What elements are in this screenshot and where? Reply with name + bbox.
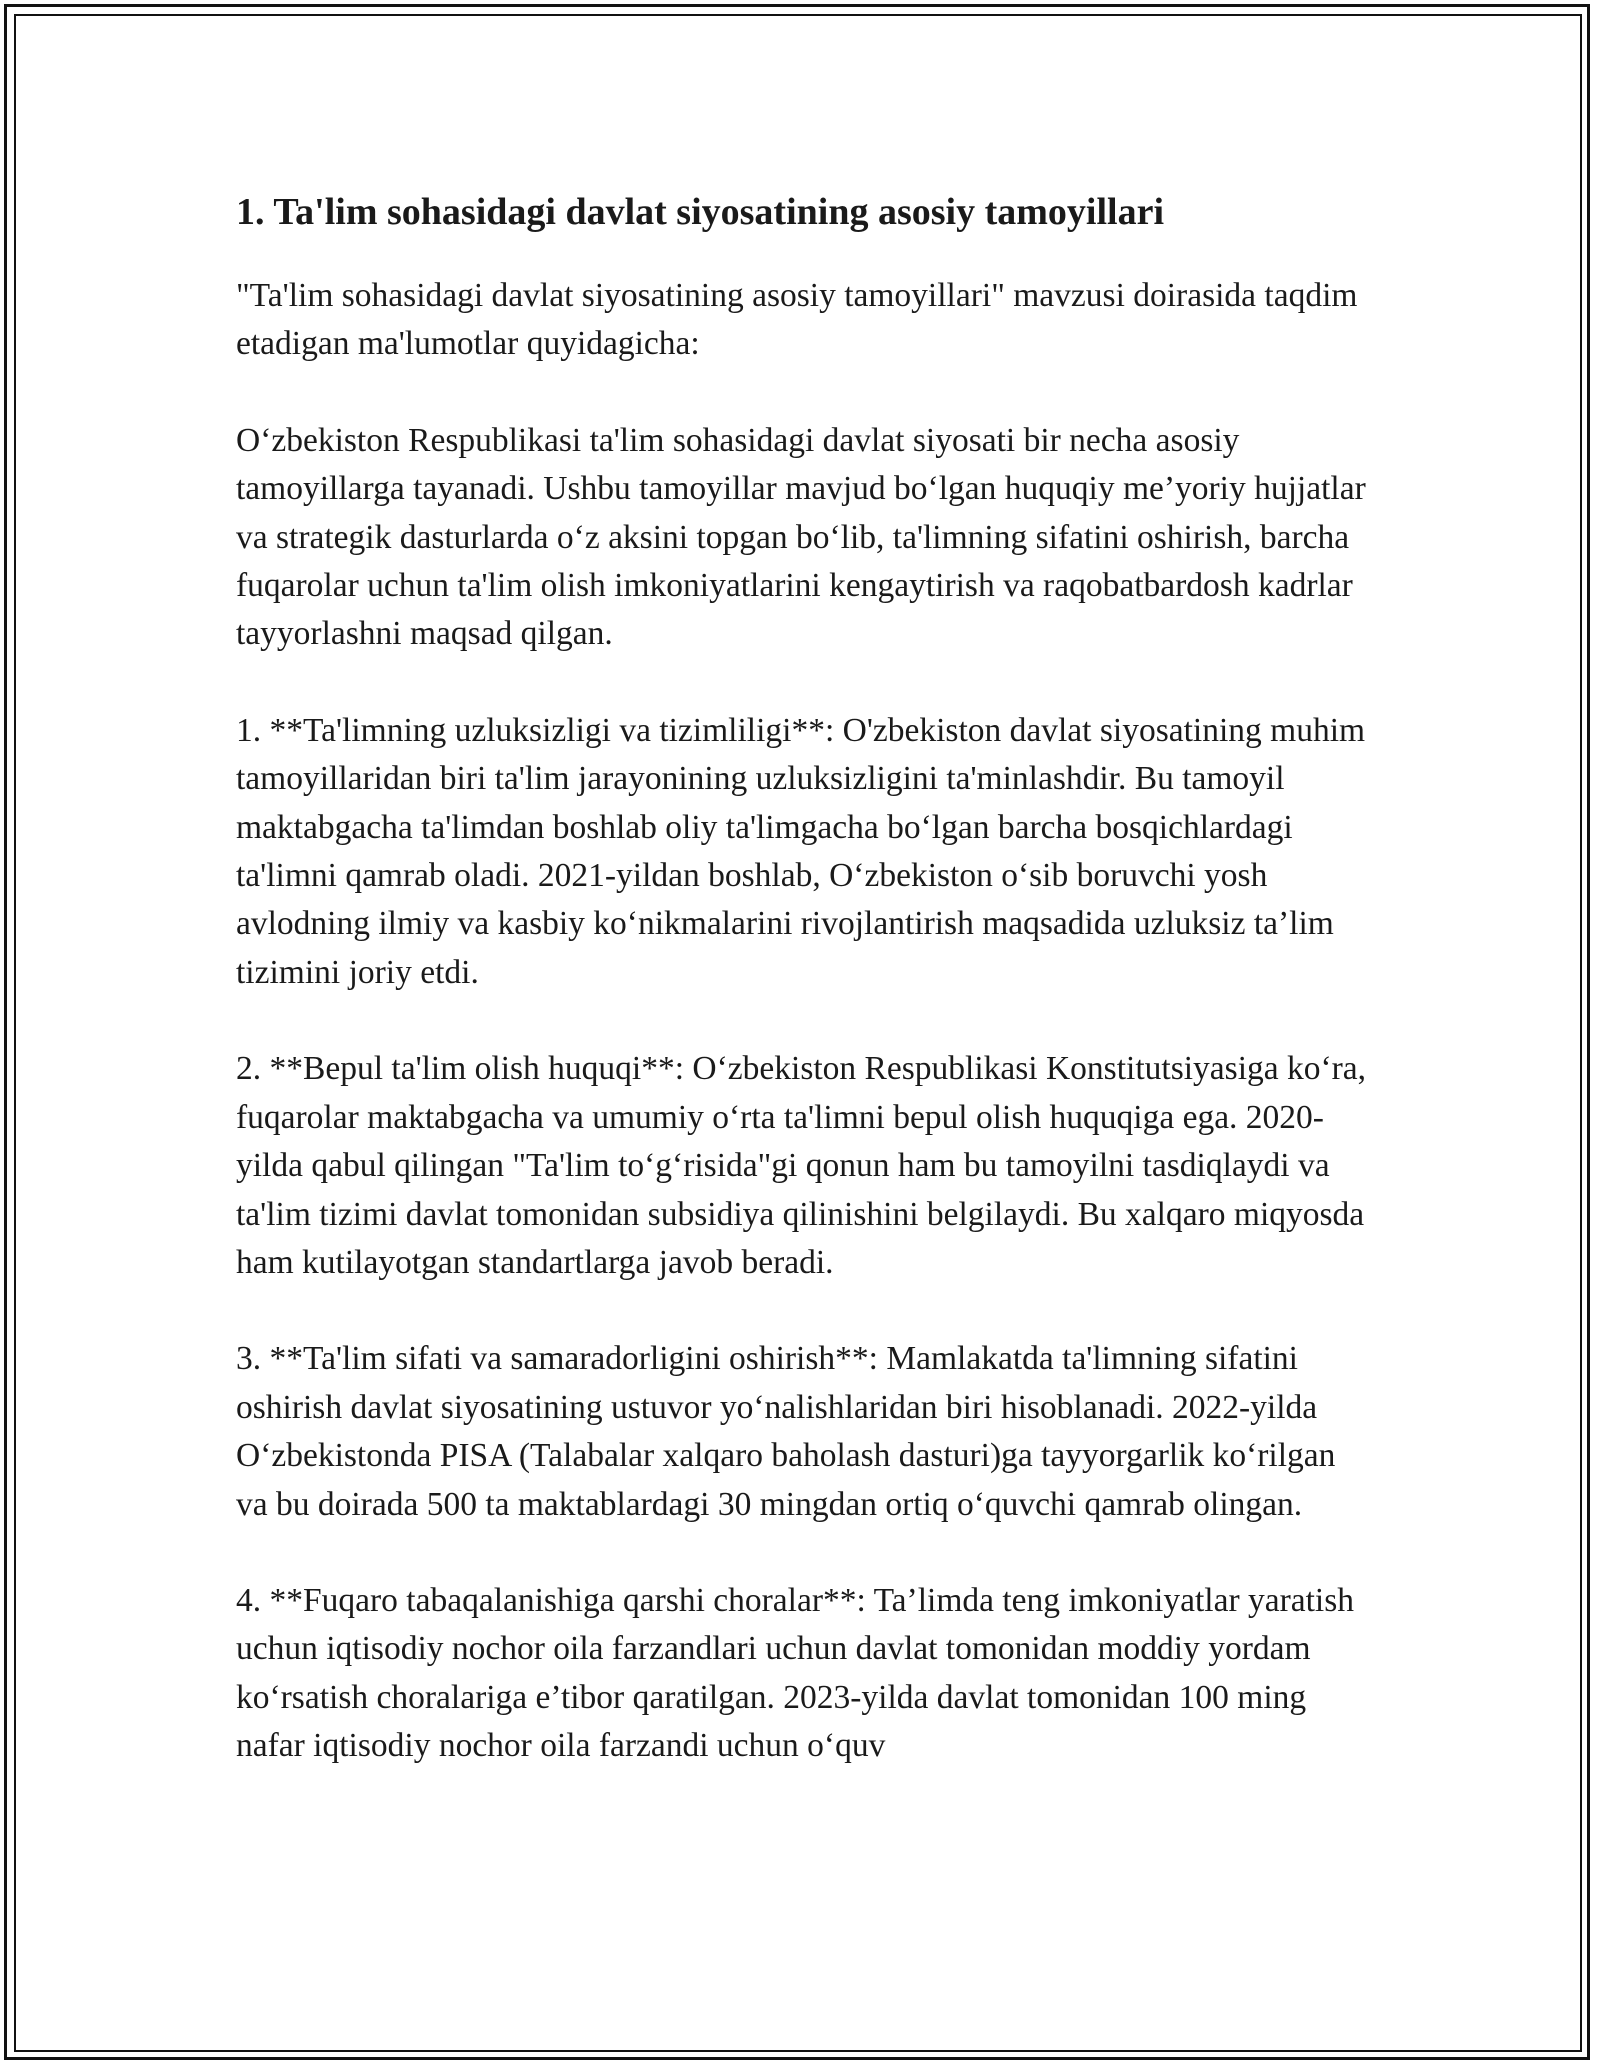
document-body xyxy=(236,182,1372,1819)
principle-quality-paragraph: 3. **Ta'lim sifati va samaradorligini oshirish**: Mamlakatda ta'limning sifatini oshirish davlat siyosatining ustuvor yo‘nalishlaridan biri hisoblanadi. 2022-yilda O‘zbekistonda PISA (Talabalar xalqaro baholash dasturi)ga tayyorgarlik ko‘rilgan va bu doirada 500 ta maktablardagi 30 mingdan ortiq o‘quvchi qamrab olingan. xyxy=(236,1340,1336,1523)
principle-continuity-paragraph: 1. **Ta'limning uzluksizligi va tizimliligi**: O'zbekiston davlat siyosatining muhim tamoyillaridan biri ta'lim jarayonining uzluksizligini ta'minlashdir. Bu tamoyil maktabgacha ta'limdan boshlab oliy ta'limgacha bo‘lgan barcha bosqichlardagi ta'limni qamrab oladi. 2021-yildan boshlab, O‘zbekiston o‘sib boruvchi yosh avlodning ilmiy va kasbiy ko‘nikmalarini rivojlantirish maqsadida uzluksiz ta’lim tizimini joriy etdi. xyxy=(236,711,1366,991)
principle-free-education-paragraph: 2. **Bepul ta'lim olish huquqi**: O‘zbekiston Respublikasi Konstitutsiyasiga ko‘ra, fuqarolar maktabgacha va umumiy o‘rta ta'limni bepul olish huquqiga ega. 2020-yilda qabul qilingan "Ta'lim to‘g‘risida"gi qonun ham bu tamoyilni tasdiqlaydi va ta'lim tizimi davlat tomonidan subsidiya qilinishini belgilaydi. Bu xalqaro miqyosda ham kutilayotgan standartlarga javob beradi. xyxy=(236,1050,1367,1281)
overview-paragraph: O‘zbekiston Respublikasi ta'lim sohasidagi davlat siyosati bir necha asosiy tamoyillarga tayanadi. Ushbu tamoyillar mavjud bo‘lgan huquqiy me’yoriy hujjatlar va strategik dasturlarda o‘z aksini topgan bo‘lib, ta'limning sifatini oshirish, barcha fuqarolar uchun ta'lim olish imkoniyatlarini kengaytirish va raqobatbardosh kadrlar tayyorlashni maqsad qilgan. xyxy=(236,421,1366,653)
principle-equal-opportunity-paragraph: 4. **Fuqaro tabaqalanishiga qarshi choralar**: Ta’limda teng imkoniyatlar yaratish uchun iqtisodiy nochor oila farzandlari uchun davlat tomonidan moddiy yordam ko‘rsatish choralariga e’tibor qaratilgan. 2023-yilda davlat tomonidan 100 ming nafar iqtisodiy nochor oila farzandi uchun o‘quv xyxy=(236,1581,1355,1765)
intro-paragraph: "Ta'lim sohasidagi davlat siyosatining asosiy tamoyillari" mavzusi doirasida taqdim etadigan ma'lumotlar quyidagicha: xyxy=(236,277,1358,363)
document-title: 1. Ta'lim sohasidagi davlat siyosatining asosiy tamoyillari xyxy=(236,191,1165,233)
